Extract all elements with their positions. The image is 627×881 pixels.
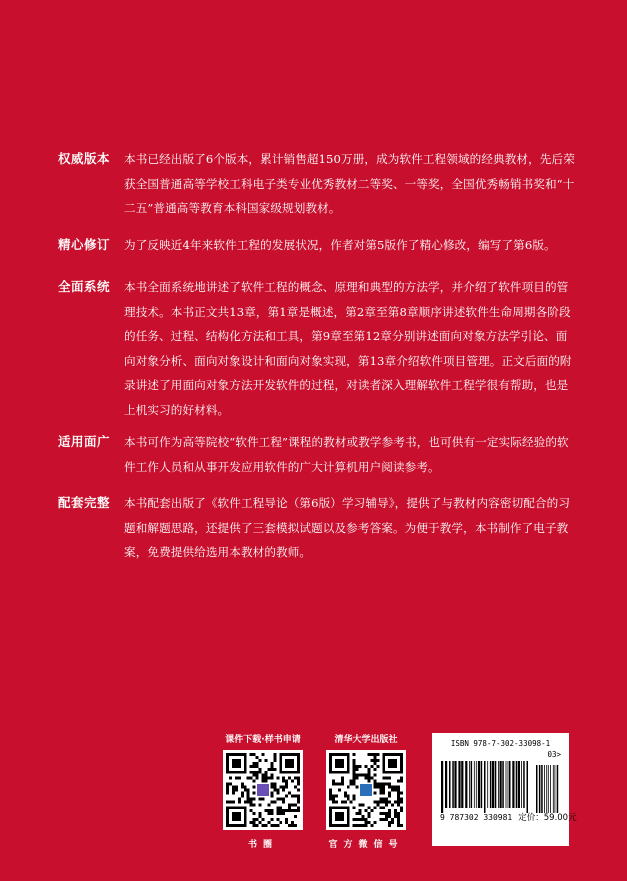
qr-caption: 官方微信号: [328, 840, 404, 850]
qr-code[interactable]: [223, 750, 303, 830]
section-revision: [58, 233, 578, 258]
section-heading: 权威版本: [58, 151, 111, 166]
section-text: 本书配套出版了《软件工程导论（第6版）学习辅导》，提供了与教材内容密切配合的习题和解题思路，还提供了三套模拟试题以及参考答案。为便于教学，本书制作了电子教案，免费提供给选用本教材的教师。: [124, 496, 571, 559]
qr-block-courseware: [219, 733, 307, 850]
price-label: 定价：59.00元: [518, 813, 577, 823]
section-text: 为了反映近4年来软件工程的发展状况，作者对第5版作了精心修改，编写了第6版。: [124, 238, 556, 252]
section-supplements: [58, 491, 578, 565]
section-comprehensive: [58, 275, 578, 422]
qr-code[interactable]: [326, 750, 406, 830]
section-authority: [58, 147, 578, 221]
isbn-barcode-panel: [432, 733, 577, 846]
section-text: 本书已经出版了6个版本，累计销售超150万册，成为软件工程领域的经典教材，先后荣获全国普通高等学校工科电子类专业优秀教材二等奖、一等奖，全国优秀畅销书奖和“十二五”普通高等教育本科国家级规划教材。: [124, 152, 575, 215]
section-heading: 适用面广: [58, 434, 111, 449]
section-heading: 配套完整: [58, 495, 111, 510]
qr-caption: 书圈: [247, 840, 278, 850]
ean-digits: 9 787302 330981: [440, 813, 513, 822]
barcode-addon: 03>: [547, 750, 561, 759]
qr-code-icon: [226, 753, 300, 827]
isbn-number: ISBN 978-7-302-33098-1: [450, 739, 551, 748]
section-audience: [58, 430, 578, 479]
qr-block-publisher: [322, 733, 410, 850]
qr-code-icon: [329, 753, 403, 827]
barcode-icon: [440, 761, 561, 813]
qr-title: 清华大学出版社: [334, 735, 398, 745]
section-heading: 全面系统: [58, 279, 111, 294]
section-heading: 精心修订: [58, 237, 111, 252]
section-text: 本书可作为高等院校“软件工程”课程的教材或教学参考书，也可供有一定实际经验的软件工作人员和从事开发应用软件的广大计算机用户阅读参考。: [124, 435, 569, 474]
section-text: 本书全面系统地讲述了软件工程的概念、原理和典型的方法学，并介绍了软件项目的管理技术。本书正文共13章，第1章是概述，第2章至第8章顺序讲述软件生命周期各阶段的任务、过程、结构化方法和工具，第9章至第12章分别讲述面向对象方法学引论、面向对象分析、面向对象设计和面向对象实现，第13章介绍软件项目管理。正文后面的附录讲述了用面向对象方法开发软件的过程，对读者深入理解软件工程学很有帮助，也是上机实习的好材料。: [124, 280, 572, 417]
qr-title: 课件下载·样书申请: [225, 735, 301, 745]
